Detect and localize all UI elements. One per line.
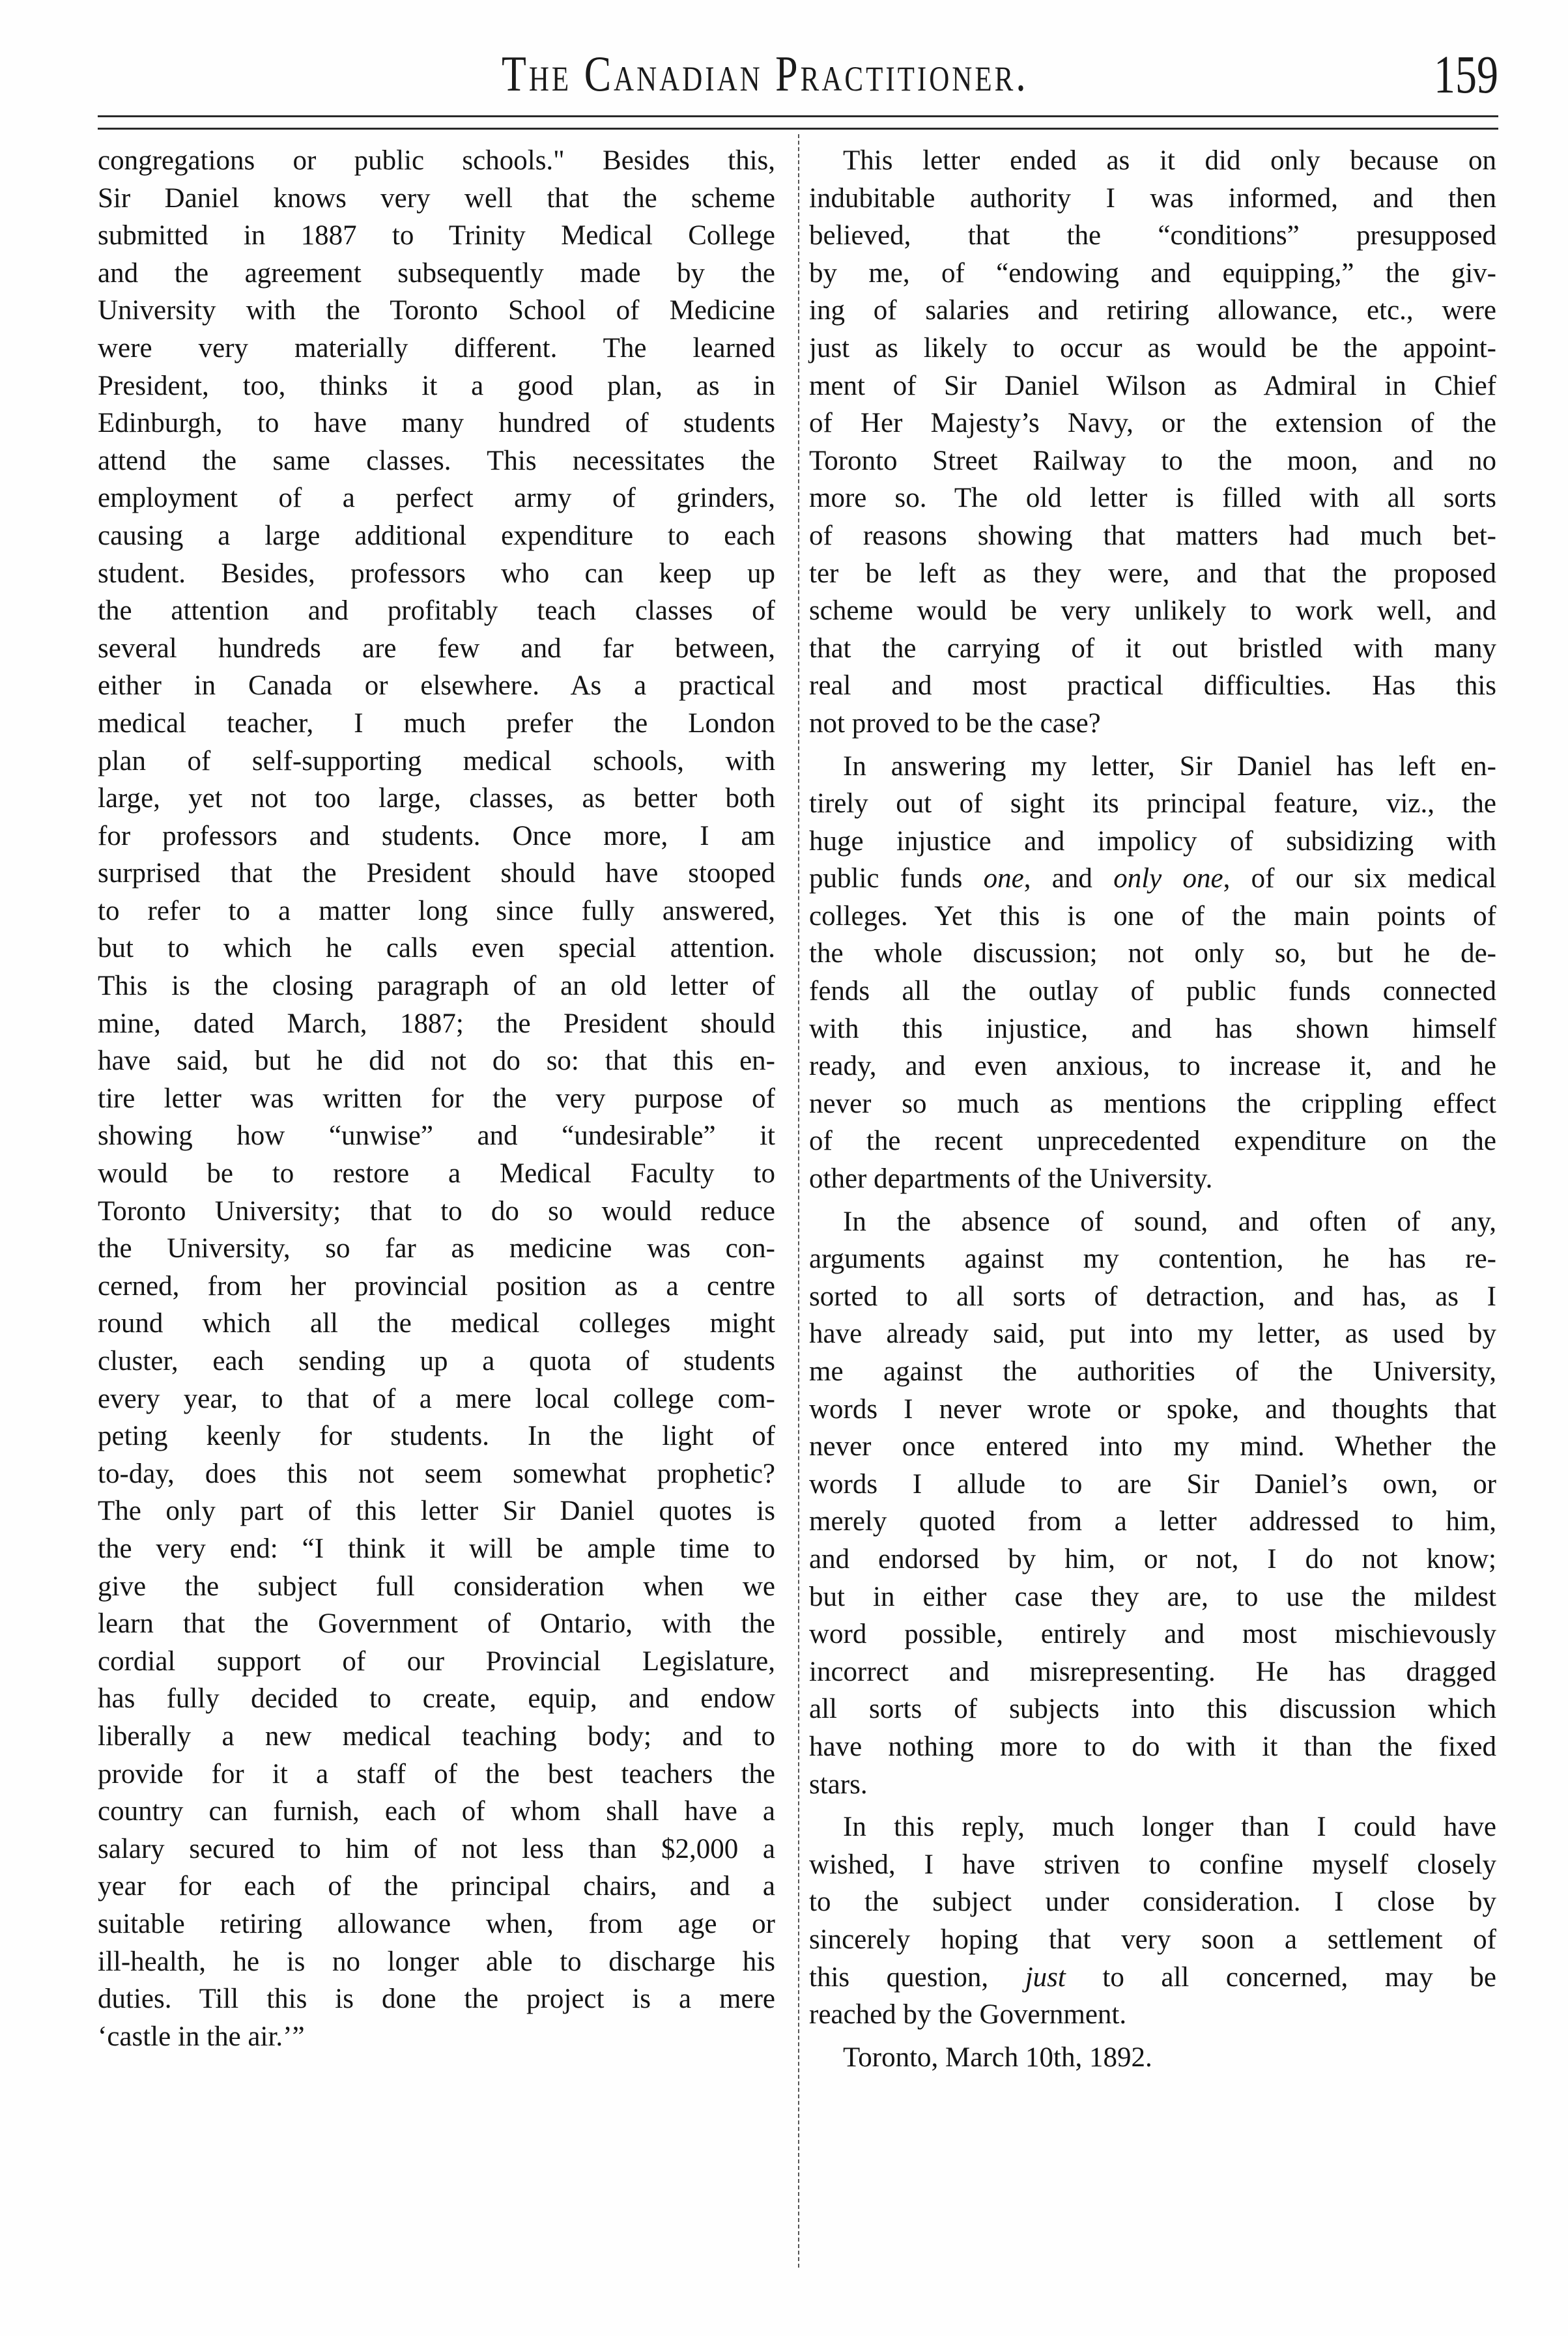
text-line: sorted to all sorts of detraction, and has, as I <box>809 1281 1496 1312</box>
text-line: medical teacher, I much prefer the London <box>98 707 775 739</box>
text-line: tire letter was written for the very purpose of <box>98 1083 775 1114</box>
text-line: the attention and profitably teach classes of <box>98 595 775 627</box>
text-line: of the recent unprecedented expenditure on the <box>809 1126 1496 1157</box>
text-line: country can furnish, each of whom shall have a <box>98 1796 775 1827</box>
text-line: for professors and students. Once more, I am <box>98 820 775 851</box>
text-line: learn that the Government of Ontario, with the <box>98 1608 775 1640</box>
text-line: cluster, each sending up a quota of students <box>98 1346 775 1376</box>
text-line: words I allude to are Sir Daniel’s own, or <box>809 1468 1496 1500</box>
text-line: cerned, from her provincial position as a centre <box>98 1270 775 1302</box>
text-line: liberally a new medical teaching body; and to <box>98 1720 775 1752</box>
text-line: incorrect and misrepresenting. He has dragged <box>809 1656 1496 1687</box>
text-line: indubitable authority I was informed, and then <box>809 182 1496 214</box>
text-line: the whole discussion; not only so, but he de- <box>809 938 1496 969</box>
text-line: fends all the outlay of public funds connected <box>809 976 1496 1007</box>
text-line: the University, so far as medicine was con- <box>98 1233 775 1264</box>
text-line: of Her Majesty’s Navy, or the extension of the <box>809 408 1496 439</box>
text-line: this question, just to all concerned, may be <box>809 1961 1496 1993</box>
text-line: ment of Sir Daniel Wilson as Admiral in Chief <box>809 370 1496 401</box>
dateline: Toronto, March 10th, 1892. <box>843 2042 1152 2073</box>
text-line: University with the Toronto School of Medicine <box>98 295 775 326</box>
text-line: other departments of the University. <box>809 1163 1213 1195</box>
running-head <box>98 40 1498 106</box>
text-line: duties. Till this is done the project is a mere <box>98 1984 775 2015</box>
text-line: to refer to a matter long since fully answered, <box>98 895 775 926</box>
text-line: congregations or public schools." Besides this, <box>98 145 775 176</box>
emphasis-text: one <box>983 863 1024 894</box>
text-line: words I never wrote or spoke, and thoughts that <box>809 1393 1496 1425</box>
text-line: sincerely hoping that very soon a settlement of <box>809 1924 1496 1955</box>
text-line: salary secured to him of not less than $2,000 a <box>98 1833 775 1864</box>
text-line: stars. <box>809 1769 868 1800</box>
text-line: several hundreds are few and far between, <box>98 633 775 664</box>
text-line: employment of a perfect army of grinders, <box>98 483 775 514</box>
text-line: cordial support of our Provincial Legislature, <box>98 1645 775 1677</box>
text-line: provide for it a staff of the best teachers the <box>98 1758 775 1789</box>
paragraph <box>809 1203 1496 1804</box>
text-line: but to which he calls even special attention. <box>98 933 775 964</box>
emphasis-text: only one <box>1113 863 1223 894</box>
text-line: In the absence of sound, and often of any, <box>843 1206 1496 1237</box>
text-line: colleges. Yet this is one of the main points of <box>809 900 1496 932</box>
left-column <box>98 142 775 2055</box>
text-line: surprised that the President should have stooped <box>98 858 775 889</box>
text-line: more so. The old letter is filled with all sorts <box>809 483 1496 514</box>
text-line: have said, but he did not do so: that this en- <box>98 1046 775 1077</box>
text-line: ready, and even anxious, to increase it, and he <box>809 1051 1496 1082</box>
journal-title: The Canadian Practitioner. <box>502 46 1029 102</box>
text-line: This is the closing paragraph of an old letter of <box>98 971 775 1002</box>
text-line: arguments against my contention, he has re- <box>809 1244 1496 1275</box>
text-line: every year, to that of a mere local college com- <box>98 1383 775 1414</box>
text-line: ing of salaries and retiring allowance, etc., were <box>809 295 1496 326</box>
text-line: huge injustice and impolicy of subsidizing with <box>809 825 1496 857</box>
text-line: wished, I have striven to confine myself closely <box>809 1849 1496 1880</box>
text-line: to the subject under consideration. I close by <box>809 1887 1496 1918</box>
text-line: either in Canada or elsewhere. As a practical <box>98 670 775 702</box>
text-line: real and most practical difficulties. Has this <box>809 670 1496 702</box>
text-line: would be to restore a Medical Faculty to <box>98 1158 775 1189</box>
paragraph <box>809 1808 1496 2034</box>
text-line: just as likely to occur as would be the appoint- <box>809 332 1496 363</box>
text-line: large, yet not too large, classes, as better both <box>98 783 775 814</box>
emphasis-text: just <box>1025 1961 1066 1993</box>
header-rule-bottom <box>98 128 1498 130</box>
paragraph <box>809 142 1496 743</box>
text-line: word possible, entirely and most mischievously <box>809 1619 1496 1650</box>
text-line: In answering my letter, Sir Daniel has left en- <box>843 750 1496 782</box>
text-line: and endorsed by him, or not, I do not know; <box>809 1543 1496 1574</box>
text-line: peting keenly for students. In the light of <box>98 1421 775 1452</box>
text-line: Edinburgh, to have many hundred of students <box>98 408 775 439</box>
text-line: me against the authorities of the University, <box>809 1356 1496 1387</box>
text-line: This letter ended as it did only because on <box>843 145 1496 176</box>
column-divider <box>798 134 799 2268</box>
text-line: tirely out of sight its principal feature, viz., the <box>809 788 1496 819</box>
text-line: round which all the medical colleges might <box>98 1308 775 1339</box>
page-number: 159 <box>1434 45 1498 105</box>
text-line: were very materially different. The learned <box>98 332 775 363</box>
text-line: has fully decided to create, equip, and endow <box>98 1683 775 1715</box>
text-line: reached by the Government. <box>809 1999 1127 2030</box>
text-line: of reasons showing that matters had much bet- <box>809 520 1496 551</box>
text-line: plan of self-supporting medical schools, with <box>98 745 775 776</box>
text-line: have already said, put into my letter, as used by <box>809 1318 1496 1350</box>
text-line: year for each of the principal chairs, and a <box>98 1871 775 1902</box>
text-line: not proved to be the case? <box>809 707 1101 739</box>
text-line: suitable retiring allowance when, from age or <box>98 1908 775 1939</box>
text-line: the very end: “I think it will be ample time to <box>98 1533 775 1564</box>
text-line: and the agreement subsequently made by the <box>98 257 775 289</box>
text-line: that the carrying of it out bristled with many <box>809 633 1496 664</box>
text-line: Toronto Street Railway to the moon, and no <box>809 445 1496 476</box>
text-line: public funds one, and only one, of our six medical <box>809 863 1496 894</box>
right-column <box>809 142 1496 2076</box>
header-rule-top <box>98 115 1498 117</box>
text-line: Sir Daniel knows very well that the scheme <box>98 182 775 214</box>
text-line: scheme would be very unlikely to work well, and <box>809 595 1496 627</box>
text-line: showing how “unwise” and “undesirable” it <box>98 1120 775 1152</box>
text-line: The only part of this letter Sir Daniel quotes is <box>98 1496 775 1527</box>
text-line: submitted in 1887 to Trinity Medical College <box>98 220 775 251</box>
text-line: never once entered into my mind. Whether the <box>809 1431 1496 1462</box>
text-line: student. Besides, professors who can keep up <box>98 558 775 589</box>
paragraph <box>809 748 1496 1198</box>
text-line: Toronto University; that to do so would reduce <box>98 1195 775 1227</box>
text-line: but in either case they are, to use the mildest <box>809 1581 1496 1612</box>
text-line: to-day, does this not seem somewhat prophetic? <box>98 1458 775 1489</box>
text-line: all sorts of subjects into this discussion which <box>809 1694 1496 1725</box>
text-line: ill-health, he is no longer able to discharge his <box>98 1946 775 1977</box>
text-line: President, too, thinks it a good plan, as in <box>98 370 775 401</box>
text-line: ‘castle in the air.’” <box>98 2021 305 2052</box>
text-line: attend the same classes. This necessitates the <box>98 445 775 476</box>
text-line: with this injustice, and has shown himself <box>809 1013 1496 1044</box>
text-line: by me, of “endowing and equipping,” the giv- <box>809 257 1496 289</box>
text-line: In this reply, much longer than I could have <box>843 1812 1496 1843</box>
text-line: believed, that the “conditions” presupposed <box>809 220 1496 251</box>
text-line: ter be left as they were, and that the proposed <box>809 558 1496 589</box>
text-line: never so much as mentions the crippling effect <box>809 1088 1496 1119</box>
text-line: mine, dated March, 1887; the President should <box>98 1008 775 1039</box>
text-line: give the subject full consideration when we <box>98 1571 775 1602</box>
text-line: have nothing more to do with it than the fixed <box>809 1731 1496 1762</box>
text-line: merely quoted from a letter addressed to him, <box>809 1506 1496 1537</box>
text-line: causing a large additional expenditure to each <box>98 520 775 551</box>
